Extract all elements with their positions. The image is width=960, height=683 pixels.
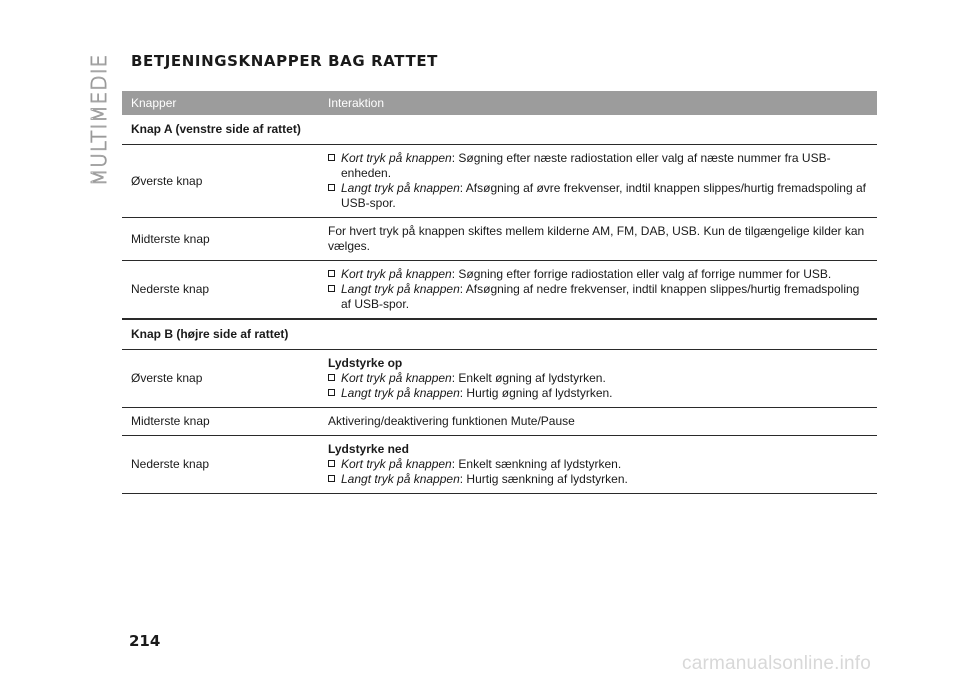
interaction-line (328, 282, 869, 312)
line-text (341, 457, 621, 472)
press-description: : Hurtig sænkning af lydstyrken. (459, 472, 628, 486)
checkbox-bullet-icon (328, 184, 335, 191)
button-name: Nederste knap (131, 457, 210, 471)
line-text (341, 267, 831, 282)
interaction-line (328, 224, 869, 254)
watermark: carmanualsonline.info (682, 653, 872, 674)
table-row (122, 145, 877, 218)
button-table (122, 91, 877, 494)
press-type: Kort tryk på knappen (341, 457, 452, 471)
interaction-cell (327, 145, 877, 217)
plain-text: For hvert tryk på knappen skiftes mellem kilderne AM, FM, DAB, USB. Kun de tilgængelige kilder kan vælges. (328, 224, 865, 253)
line-text (341, 151, 869, 181)
checkbox-bullet-icon (328, 389, 335, 396)
interaction-line (328, 457, 869, 472)
press-type: Kort tryk på knappen (341, 151, 452, 165)
checkbox-bullet-icon (328, 154, 335, 161)
sub-heading: Lydstyrke op (328, 356, 403, 370)
interaction-cell (327, 408, 877, 435)
line-text (341, 181, 869, 211)
button-name: Nederste knap (131, 282, 210, 296)
side-chapter-label (80, 40, 120, 190)
interaction-line (328, 442, 869, 457)
press-type: Langt tryk på knappen (341, 282, 460, 296)
press-type: Kort tryk på knappen (341, 371, 452, 385)
press-description: : Hurtig øgning af lydstyrken. (459, 386, 613, 400)
interaction-line (328, 371, 869, 386)
press-description: : Enkelt øgning af lydstyrken. (451, 371, 606, 385)
press-type: Kort tryk på knappen (341, 267, 452, 281)
side-chapter-text: MULTIMEDIE (87, 53, 111, 186)
sub-heading: Lydstyrke ned (328, 442, 409, 456)
table-header (122, 91, 877, 115)
table-row (122, 436, 877, 494)
button-name: Midterste knap (131, 231, 210, 246)
press-description: : Enkelt sænkning af lydstyrken. (451, 457, 622, 471)
checkbox-bullet-icon (328, 270, 335, 277)
table-row (122, 350, 877, 408)
interaction-line (328, 181, 869, 211)
interaction-line (328, 267, 869, 282)
press-description: : Afsøgning af nedre frekvenser, indtil knappen slippes/hurtig fremadspoling af USB-spor. (341, 282, 860, 311)
checkbox-bullet-icon (328, 475, 335, 482)
interaction-cell (327, 218, 877, 260)
press-description: : Søgning efter forrige radiostation eller valg af forrige nummer for USB. (451, 267, 832, 281)
table-row (122, 218, 877, 261)
table-body (122, 115, 877, 494)
button-name: Midterste knap (131, 414, 210, 428)
press-description: : Afsøgning af øvre frekvenser, indtil knappen slippes/hurtig fremadspoling af USB-spor. (341, 181, 866, 210)
interaction-cell (327, 436, 877, 493)
plain-text: Aktivering/deaktivering funktionen Mute/Pause (328, 414, 575, 428)
group-row: Knap B (højre side af rattet) (122, 319, 877, 350)
page-number: 214 (129, 632, 161, 650)
interaction-cell (327, 261, 877, 318)
interaction-line (328, 414, 869, 429)
header-knapper: Knapper (131, 95, 177, 110)
header-interaktion: Interaktion (328, 95, 385, 110)
interaction-cell (327, 350, 877, 407)
checkbox-bullet-icon (328, 460, 335, 467)
interaction-line (328, 151, 869, 181)
line-text (341, 371, 606, 386)
press-type: Langt tryk på knappen (341, 181, 460, 195)
checkbox-bullet-icon (328, 374, 335, 381)
button-name: Øverste knap (131, 173, 203, 188)
button-name: Øverste knap (131, 371, 203, 385)
press-type: Langt tryk på knappen (341, 472, 460, 486)
interaction-line (328, 386, 869, 401)
line-text (341, 282, 869, 312)
group-row: Knap A (venstre side af rattet) (122, 115, 877, 145)
table-row (122, 261, 877, 319)
checkbox-bullet-icon (328, 285, 335, 292)
press-description: : Søgning efter næste radiostation eller valg af næste nummer fra USB-enheden. (341, 151, 831, 180)
interaction-line (328, 472, 869, 487)
press-type: Langt tryk på knappen (341, 386, 460, 400)
line-text (341, 386, 613, 401)
section-title: BETJENINGSKNAPPER BAG RATTET (131, 52, 438, 70)
interaction-line (328, 356, 869, 371)
table-row (122, 408, 877, 436)
line-text (341, 472, 628, 487)
